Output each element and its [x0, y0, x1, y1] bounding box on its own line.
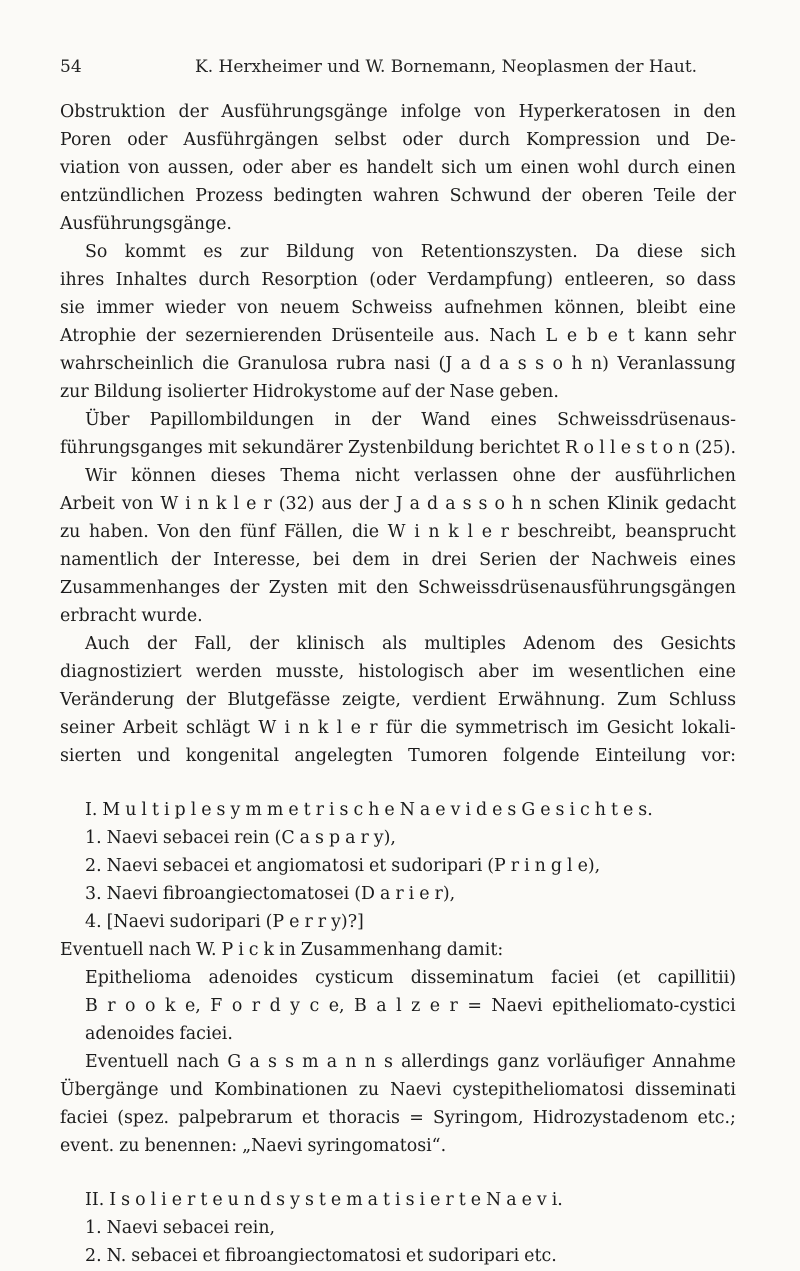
text-line: Obstruktion der Ausführungsgänge infolge von Hyperkeratosen in den: [60, 102, 736, 122]
text-line: Poren oder Ausführgängen selbst oder durch Kompression und De-: [60, 130, 736, 150]
text-line: viation von aussen, oder aber es handelt sich um einen wohl durch einen: [60, 158, 736, 178]
text-line: Veränderung der Blutgefässe zeigte, verdient Erwähnung. Zum Schluss: [60, 690, 736, 710]
text-line: 1. Naevi sebacei rein (C a s p a r y),: [85, 828, 396, 848]
text-line: diagnostiziert werden musste, histologisch aber im wesentlichen eine: [60, 662, 736, 682]
text-line: Auch der Fall, der klinisch als multiples Adenom des Gesichts: [85, 634, 736, 654]
text-line: B r o o k e, F o r d y c e, B a l z e r = Naevi epitheliomato-cystici: [85, 996, 736, 1016]
text-line: event. zu benennen: „Naevi syringomatosi“.: [60, 1136, 447, 1156]
text-line: So kommt es zur Bildung von Retentionszysten. Da diese sich: [85, 242, 736, 262]
page-number: 54: [60, 57, 82, 77]
text-line: Zusammenhanges der Zysten mit den Schweissdrüsenausführungsgängen: [60, 578, 736, 598]
running-title: K. Herxheimer und W. Bornemann, Neoplasmen der Haut.: [195, 57, 698, 77]
text-line: entzündlichen Prozess bedingten wahren Schwund der oberen Teile der: [60, 186, 736, 206]
text-line: Arbeit von W i n k l e r (32) aus der J a d a s s o h n schen Klinik gedacht: [60, 494, 736, 514]
text-line: sie immer wieder von neuem Schweiss aufnehmen können, bleibt eine: [60, 298, 736, 318]
text-line: II. I s o l i e r t e u n d s y s t e m a t i s i e r t e N a e v i.: [85, 1190, 563, 1210]
text-line: 4. [Naevi sudoripari (P e r r y)?]: [85, 912, 364, 932]
text-line: Atrophie der sezernierenden Drüsenteile aus. Nach L e b e t kann sehr: [60, 326, 736, 346]
text-line: 2. Naevi sebacei et angiomatosi et sudoripari (P r i n g l e),: [85, 856, 601, 876]
text-line: seiner Arbeit schlägt W i n k l e r für die symmetrisch im Gesicht lokali-: [60, 718, 736, 738]
text-line: Eventuell nach W. P i c k in Zusammenhang damit:: [60, 940, 504, 960]
text-line: namentlich der Interesse, bei dem in drei Serien der Nachweis eines: [60, 550, 736, 570]
text-line: Eventuell nach G a s s m a n n s allerdings ganz vorläufiger Annahme: [85, 1052, 736, 1072]
text-line: Über Papillombildungen in der Wand eines Schweissdrüsenaus-: [85, 410, 736, 430]
running-header: [60, 54, 740, 80]
text-line: Übergänge und Kombinationen zu Naevi cystepitheliomatosi disseminati: [60, 1080, 736, 1100]
text-line: sierten und kongenital angelegten Tumoren folgende Einteilung vor:: [60, 746, 736, 766]
text-line: 3. Naevi fibroangiectomatosei (D a r i e r),: [85, 884, 456, 904]
text-line: adenoides faciei.: [85, 1024, 233, 1044]
text-line: wahrscheinlich die Granulosa rubra nasi (J a d a s s o h n) Veranlassung: [60, 354, 736, 374]
text-line: Ausführungsgänge.: [60, 214, 232, 234]
text-line: zu haben. Von den fünf Fällen, die W i n k l e r beschreibt, beansprucht: [60, 522, 736, 542]
text-line: 2. N. sebacei et fibroangiectomatosi et sudoripari etc.: [85, 1246, 557, 1266]
text-line: I. M u l t i p l e s y m m e t r i s c h e N a e v i d e s G e s i c h t e s.: [85, 800, 653, 820]
text-line: führungsganges mit sekundärer Zystenbildung berichtet R o l l e s t o n (25).: [60, 438, 736, 458]
text-line: Wir können dieses Thema nicht verlassen ohne der ausführlichen: [85, 466, 736, 486]
text-line: Epithelioma adenoides cysticum disseminatum faciei (et capillitii): [85, 968, 736, 988]
text-line: faciei (spez. palpebrarum et thoracis = Syringom, Hidrozystadenom etc.;: [60, 1108, 736, 1128]
text-line: 1. Naevi sebacei rein,: [85, 1218, 276, 1238]
text-line: erbracht wurde.: [60, 606, 203, 626]
text-line: ihres Inhaltes durch Resorption (oder Verdampfung) entleeren, so dass: [60, 270, 736, 290]
text-line: zur Bildung isolierter Hidrokystome auf der Nase geben.: [60, 382, 559, 402]
